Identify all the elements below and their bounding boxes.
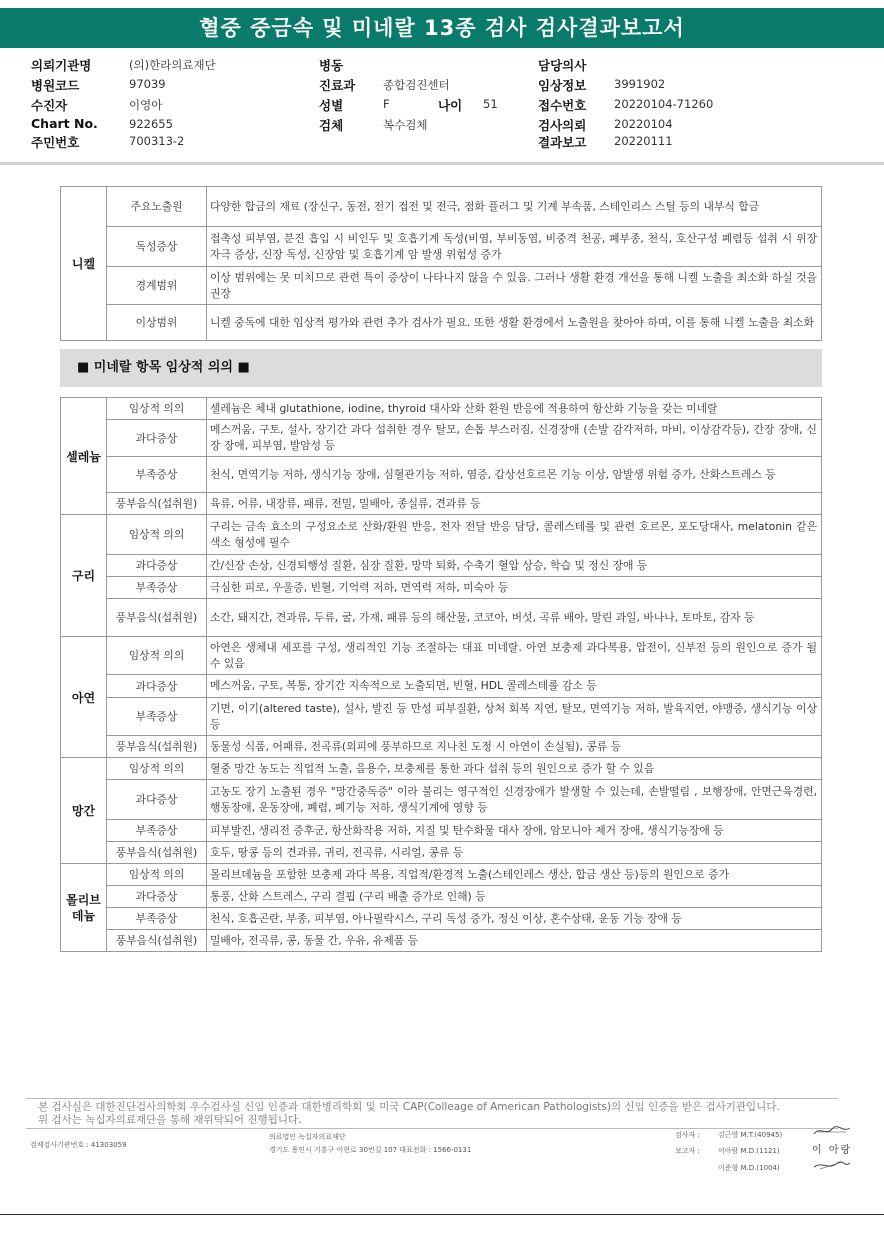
table-row (61, 930, 822, 952)
description-cell: 메스꺼움, 구토, 복통, 장기간 지속적으로 노출되면, 빈혈, HDL 콜레스테롤 감소 등 (207, 675, 822, 698)
third-signer-name: 이준형 M.D.(1004) (718, 1164, 780, 1172)
category-cell: 이상범위 (107, 305, 207, 341)
table-row (61, 493, 822, 515)
tester-label: 검사자 : (675, 1131, 700, 1139)
rrn-value: 700313-2 (129, 134, 185, 148)
description-cell: 천식, 면역기능 저하, 생식기능 장애, 심혈관기능 저하, 염증, 갑상선호르몬 기능 이상, 암발생 위험 증가, 산화스트레스 등 (207, 457, 822, 493)
category-cell: 풍부음식(섭취원) (107, 736, 207, 758)
category-cell: 주요노출원 (107, 187, 207, 227)
minerals-table (60, 397, 822, 952)
description-cell: 극심한 피로, 우울증, 빈혈, 기억력 저하, 면역력 저하, 미숙아 등 (207, 577, 822, 599)
page-bottom-line (0, 1214, 884, 1215)
table-row (61, 698, 822, 736)
request-label: 검사의뢰 (538, 118, 587, 133)
signature-1-icon (812, 1124, 852, 1138)
foundation-name: 의료법인 녹십자의료재단 (269, 1133, 346, 1141)
sex-value: F (383, 97, 390, 111)
patient-label: 수진자 (31, 98, 68, 113)
category-cell: 부족증상 (107, 577, 207, 599)
category-cell: 부족증상 (107, 908, 207, 930)
category-cell: 과다증상 (107, 555, 207, 577)
description-cell: 이상 범위에는 못 미치므로 관련 특이 증상이 나타나지 않을 수 있음. 그러나 생활 환경 개선을 통해 니켈 노출을 최소화 하실 것을 권장 (207, 267, 822, 305)
report-title: 혈중 중금속 및 미네랄 13종 검사 검사결과보고서 (0, 8, 884, 48)
category-cell: 풍부음식(섭취원) (107, 599, 207, 637)
description-cell: 셀레늄은 체내 glutathione, iodine, thyroid 대사와 산화 환원 반응에 적용하여 항산화 기능을 갖는 미네랄 (207, 398, 822, 420)
table-row (61, 637, 822, 675)
category-cell: 임상적 의의 (107, 637, 207, 675)
certification-note (38, 1101, 780, 1127)
table-row (61, 187, 822, 227)
nickel-table (60, 186, 822, 341)
category-cell: 풍부음식(섭취원) (107, 930, 207, 952)
category-cell: 풍부음식(섭취원) (107, 842, 207, 864)
category-cell: 임상적 의의 (107, 758, 207, 780)
agency-number: 검체검사기관번호 : 41303059 (30, 1141, 127, 1149)
age-value: 51 (483, 97, 498, 111)
table-row (61, 780, 822, 820)
sex-label: 성별 (319, 98, 344, 113)
hospital-code-value: 97039 (129, 77, 166, 91)
chart-label: Chart No. (31, 116, 98, 131)
description-cell: 고농도 장기 노출된 경우 "망간중독증" 이라 불리는 영구적인 신경장애가 발생할 수 있는데, 손발떨림 , 보행장애, 안면근육경련, 행동장애, 운동장애, 폐렴, 폐기능 저하, 생식기계에 영향 등 (207, 780, 822, 820)
description-cell: 혈중 망간 농도는 직업적 노출, 음용수, 보충제를 통한 과다 섭취 등의 원인으로 증가 할 수 있음 (207, 758, 822, 780)
description-cell: 기면, 이기(altered taste), 설사, 발진 등 만성 피부질환, 상처 회복 지연, 탈모, 면역기능 저하, 발육지연, 야맹증, 생식기능 이상 등 (207, 698, 822, 736)
description-cell: 메스꺼움, 구토, 설사, 장기간 과다 섭취한 경우 탈모, 손톱 부스러짐, 신경장애 (손발 감각저하, 마비, 이상감각등), 간장 장애, 신장 장애, 피부염, 발암성 등 (207, 420, 822, 457)
table-row (61, 267, 822, 305)
table-row (61, 736, 822, 758)
description-cell: 아연은 생체내 세포를 구성, 생리적인 기능 조절하는 대표 미네랄. 아연 보충제 과다복용, 압전이, 신부전 등의 원인으로 증가 될 수 있음 (207, 637, 822, 675)
table-row (61, 758, 822, 780)
category-cell: 독성증상 (107, 227, 207, 267)
description-cell: 동물성 식품, 어패류, 전곡류(외피에 풍부하므로 지나친 도정 시 아연이 손실됨), 콩류 등 (207, 736, 822, 758)
element-name: 니켈 (61, 187, 107, 341)
specimen-value: 복수검체 (383, 118, 428, 132)
category-cell: 임상적 의의 (107, 864, 207, 886)
table-row (61, 886, 822, 908)
element-name: 망간 (61, 758, 107, 864)
category-cell: 풍부음식(섭취원) (107, 493, 207, 515)
table-row (61, 577, 822, 599)
description-cell: 호두, 땅콩 등의 견과류, 귀리, 전곡류, 시리얼, 콩류 등 (207, 842, 822, 864)
element-name: 셀레늄 (61, 398, 107, 515)
description-cell: 밀배아, 전곡류, 콩, 동물 간, 우유, 유제품 등 (207, 930, 822, 952)
description-cell: 천식, 호흡곤란, 부종, 피부염, 아나필락시스, 구리 독성 증가, 정신 이상, 혼수상태, 운동 기능 장애 등 (207, 908, 822, 930)
certification-line-1: 본 검사실은 대한진단검사의학회 우수검사실 신임 인증과 대한병리학회 및 미국 CAP(Colleage of American Pathologists)의 신임 인증을 받은 검사기관입니다. (38, 1101, 780, 1113)
hospital-code-label: 병원코드 (31, 78, 80, 93)
dept-value: 종합검진센터 (383, 78, 450, 92)
table-row (61, 908, 822, 930)
table-row (61, 599, 822, 637)
category-cell: 부족증상 (107, 457, 207, 493)
category-cell: 경계범위 (107, 267, 207, 305)
footer-divider (26, 1098, 838, 1099)
specimen-label: 검체 (319, 118, 344, 133)
clinical-value: 3991902 (614, 77, 666, 91)
table-row (61, 675, 822, 698)
description-cell: 통풍, 산화 스트레스, 구리 결핍 (구리 배출 증가로 인해) 등 (207, 886, 822, 908)
category-cell: 과다증상 (107, 675, 207, 698)
element-name: 몰리브 데늄 (61, 864, 107, 952)
reporter-label: 보고자 : (675, 1147, 700, 1155)
report-value: 20220111 (614, 134, 673, 148)
element-name: 구리 (61, 515, 107, 637)
table-row (61, 227, 822, 267)
description-cell: 다양한 합금의 재료 (장신구, 동전, 전기 접전 및 전극, 점화 플러그 및 기계 부속품, 스테인리스 스틸 등의 내부식 합금 (207, 187, 822, 227)
table-row (61, 398, 822, 420)
description-cell: 접촉성 피부염, 분진 흡입 시 비인두 및 호흡기계 독성(비염, 부비동염, 비중격 천공, 폐부종, 천식, 호산구성 폐렴등 섭취 시 위장 자극 증상, 신장 독성, 신장암 및 호흡기계 암 발생 위험성 증가 (207, 227, 822, 267)
description-cell: 몰리브데늄을 포함한 보충제 과다 복용, 직업적/환경적 노출(스테인레스 생산, 합금 생산 등)등의 원인으로 증가 (207, 864, 822, 886)
category-cell: 과다증상 (107, 886, 207, 908)
description-cell: 니켈 중독에 대한 임상적 평가와 관련 추가 검사가 필요. 또한 생활 환경에서 노출원을 찾아야 하며, 이를 통해 니켈 노출을 최소화 (207, 305, 822, 341)
element-name: 아연 (61, 637, 107, 758)
category-cell: 과다증상 (107, 420, 207, 457)
description-cell: 구리는 금속 효소의 구성요소로 산화/환원 반응, 전자 전달 반응 담당, 콜레스테롤 및 관련 호르몬, 포도당대사, melatonin 같은 색소 형성에 필수 (207, 515, 822, 555)
header-divider (0, 162, 884, 165)
table-row (61, 820, 822, 842)
footer-divider-2 (26, 1128, 838, 1129)
table-row (61, 555, 822, 577)
description-cell: 소간, 돼지간, 견과류, 두류, 굴, 가재, 패류 등의 해산물, 코코아, 버섯, 곡류 배아, 말린 과일, 바나나, 토마토, 감자 등 (207, 599, 822, 637)
clinical-label: 임상정보 (538, 78, 587, 93)
table-row (61, 457, 822, 493)
table-row (61, 420, 822, 457)
table-row (61, 305, 822, 341)
dept-label: 진료과 (319, 78, 356, 93)
category-cell: 임상적 의의 (107, 398, 207, 420)
category-cell: 부족증상 (107, 698, 207, 736)
description-cell: 간/신장 손상, 신경퇴행성 질환, 심장 질환, 망막 퇴화, 수축기 혈압 상승, 학습 및 정신 장애 등 (207, 555, 822, 577)
age-label: 나이 (438, 98, 463, 113)
category-cell: 부족증상 (107, 820, 207, 842)
patient-info (0, 56, 884, 156)
doctor-label: 담당의사 (538, 58, 587, 73)
description-cell: 육류, 어류, 내장류, 패류, 전밀, 밀배아, 종실류, 견과류 등 (207, 493, 822, 515)
receipt-value: 20220104-71260 (614, 97, 714, 111)
signature-2: 이 아랑 (812, 1145, 853, 1156)
patient-value: 이영아 (129, 98, 163, 112)
reporter-name: 이아람 M.D.(1121) (718, 1147, 780, 1155)
description-cell: 피부발진, 생리전 증후군, 항산화작용 저하, 지질 및 탄수화물 대사 장애, 암모니아 제거 장애, 생식기능장애 등 (207, 820, 822, 842)
mineral-section-header: ■ 미네랄 항목 임상적 의의 ■ (60, 349, 822, 387)
report-label: 결과보고 (538, 135, 587, 150)
table-row (61, 842, 822, 864)
table-row (61, 864, 822, 886)
category-cell: 과다증상 (107, 780, 207, 820)
table-row (61, 515, 822, 555)
signature-3-icon (812, 1158, 852, 1172)
certification-line-2: 위 검사는 녹십자의료재단을 통해 재위탁되어 진행됩니다. (38, 1114, 302, 1126)
institution-label: 의뢰기관명 (31, 58, 92, 73)
receipt-label: 접수번호 (538, 98, 587, 113)
tester-name: 김근영 M.T.(40945) (718, 1131, 783, 1139)
institution-value: (의)한라의료재단 (129, 58, 216, 72)
chart-value: 922655 (129, 117, 173, 131)
rrn-label: 주민번호 (31, 135, 80, 150)
foundation-address: 경기도 용인시 기흥구 이현로 30번길 107 대표전화 : 1566-0131 (269, 1146, 472, 1154)
category-cell: 임상적 의의 (107, 515, 207, 555)
request-value: 20220104 (614, 117, 673, 131)
ward-label: 병동 (319, 58, 344, 73)
